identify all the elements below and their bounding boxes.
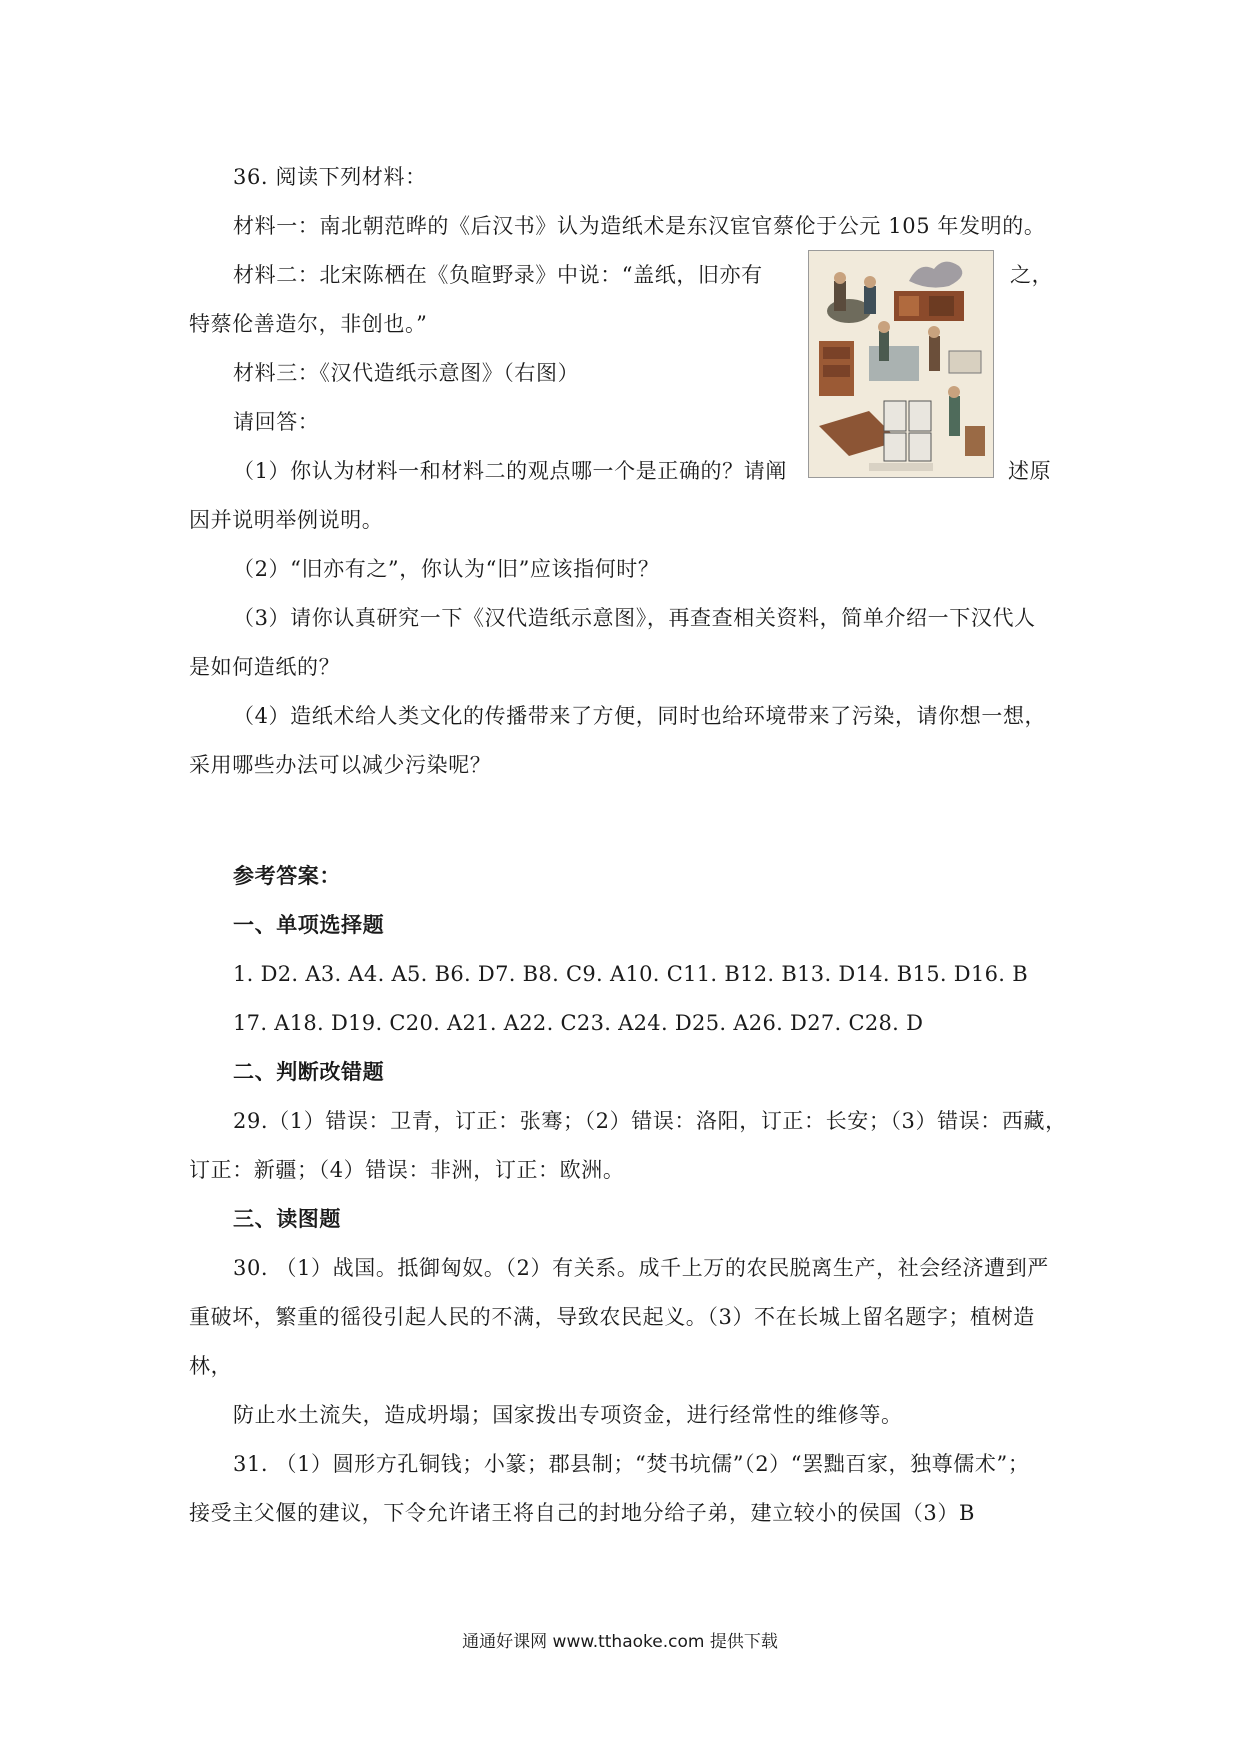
sub-question-1-start: （1）你认为材料一和材料二的观点哪一个是正确的？请阐 — [233, 459, 787, 483]
answer-prompt: 请回答： — [233, 410, 320, 434]
section-3-answer-line-2: 重破坏，繁重的徭役引起人民的不满，导致农民起义。（3）不在长城上留名题字；植树造 — [189, 1305, 1035, 1329]
sub-question-1-wrap: 述原 — [1008, 459, 1052, 483]
sub-question-4-continued: 采用哪些办法可以减少污染呢？ — [189, 753, 492, 777]
sub-question-2: （2）“旧亦有之”，你认为“旧”应该指何时？ — [233, 557, 660, 581]
section-3-answer-line-3: 林， — [189, 1354, 233, 1378]
section-3-answer-line-1: 30. （1）战国。抵御匈奴。（2）有关系。成千上万的农民脱离生产，社会经济遭到严 — [233, 1256, 1049, 1280]
material-two-end: 之， — [1010, 263, 1054, 287]
material-two-start: 材料二：北宋陈栖在《负暄野录》中说：“盖纸，旧亦有 — [233, 263, 763, 287]
section-1-answers-line-1: 1. D2. A3. A4. A5. B6. D7. B8. C9. A10. C11. B12. B13. D14. B15. D16. B — [233, 962, 1028, 986]
sub-question-1-continued: 因并说明举例说明。 — [189, 508, 384, 532]
section-3-answer-line-5: 31. （1）圆形方孔铜钱；小篆；郡县制；“焚书坑儒”（2）“罢黜百家，独尊儒术”； — [233, 1452, 1030, 1476]
section-2-heading: 二、判断改错题 — [233, 1059, 385, 1084]
sub-question-4: （4）造纸术给人类文化的传播带来了方便，同时也给环境带来了污染，请你想一想， — [233, 704, 1047, 728]
sub-question-3: （3）请你认真研究一下《汉代造纸示意图》，再查查相关资料，简单介绍一下汉代人 — [233, 606, 1036, 630]
material-three: 材料三：《汉代造纸示意图》（右图） — [233, 361, 580, 385]
section-3-heading: 三、读图题 — [233, 1206, 341, 1231]
sub-question-3-continued: 是如何造纸的？ — [189, 655, 341, 679]
material-one: 材料一：南北朝范晔的《后汉书》认为造纸术是东汉宦官蔡伦于公元 105 年发明的。 — [233, 214, 1046, 238]
section-2-answer-line-2: 订正：新疆；（4）错误：非洲，订正：欧洲。 — [189, 1158, 625, 1182]
question-title: 36. 阅读下列材料： — [233, 165, 427, 189]
section-3-answer-line-6: 接受主父偃的建议，下令允许诸王将自己的封地分给子弟，建立较小的侯国（3）B — [189, 1501, 975, 1525]
section-1-answers-line-2: 17. A18. D19. C20. A21. A22. C23. A24. D25. A26. D27. C28. D — [233, 1011, 924, 1035]
section-1-heading: 一、单项选择题 — [233, 912, 385, 937]
answers-heading: 参考答案： — [233, 863, 341, 888]
material-two-continued: 特蔡伦善造尔，非创也。” — [189, 312, 428, 336]
han-papermaking-illustration — [808, 250, 994, 478]
page-footer: 通通好课网 www.tthaoke.com 提供下载 — [462, 1632, 778, 1652]
section-3-answer-line-4: 防止水土流失，造成坍塌；国家拨出专项资金，进行经常性的维修等。 — [233, 1403, 903, 1427]
section-2-answer-line-1: 29.（1）错误：卫青，订正：张骞；（2）错误：洛阳，订正：长安；（3）错误：西藏， — [233, 1109, 1067, 1133]
